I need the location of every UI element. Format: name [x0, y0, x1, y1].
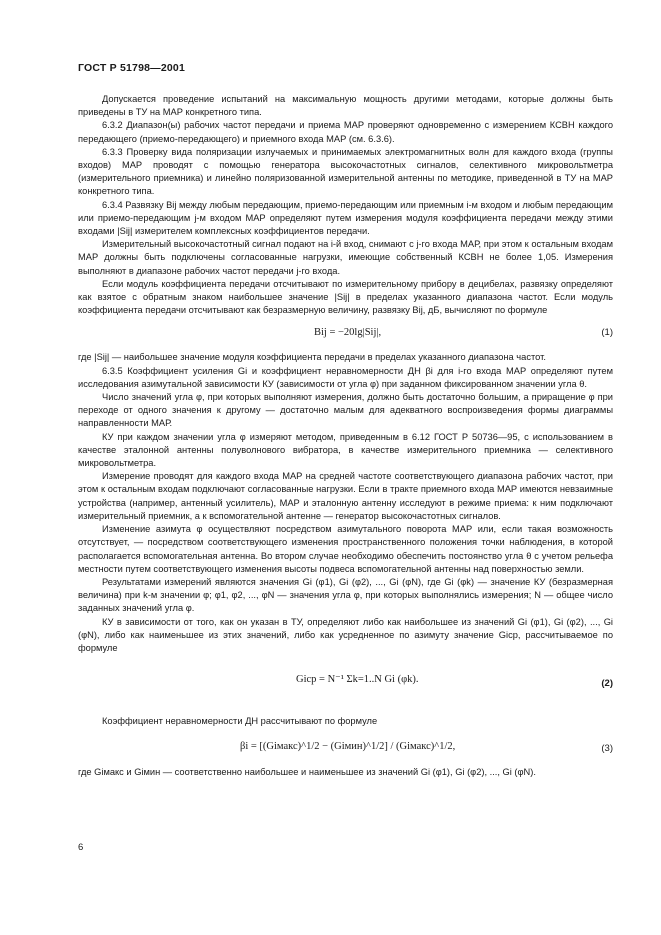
paragraph: Измерительный высокочастотный сигнал подают на i-й вход, снимают с j-го входа МАР, при этом к остальным входам МАР должны быть подключены согласованные нагрузки, имеющие собственный КСВН не более 1,05. Измерения выполняют в диапазоне рабочих частот передачи j-го входа. [78, 239, 613, 276]
formula-2 [78, 657, 613, 713]
paragraph: Число значений угла φ, при которых выполняют измерения, должно быть достаточно большим, а приращение φ при переходе от одного значения к другому — достаточно малым для адекватного воспроизведения формы диаграммы направленности МАР. [78, 392, 613, 429]
formula-2-number: (2) [601, 678, 613, 690]
paragraph: 6.3.4 Развязку Bij между любым передающим, приемо-передающим или приемным i-м входом и любым передающим или приемо-передающим j-м входом МАР определяют путем измерения модуля коэффициента передачи между этими входами |Sij| измерителем комплексных коэффициентов передачи. [78, 199, 613, 237]
page-number: 6 [78, 842, 84, 853]
paragraph: 6.3.2 Диапазон(ы) рабочих частот передачи и приема МАР проверяют одновременно с измерением КСВН каждого передающего (приемо-передающего) и приемного входа МАР (см. 6.3.6). [78, 120, 613, 144]
paragraph: Если модуль коэффициента передачи отсчитывают по измерительному прибору в децибелах, развязку определяют как взятое с обратным знаком наибольшее значение |Sij| в пределах указанного диапазона частот. Если модуль коэффициента передачи отсчитывают как безразмерную величину, развязку Bij, дБ, вычисляют по формуле [78, 278, 613, 316]
paragraph: где Giмакс и Giмин — соответственно наибольшее и наименьшее из значений Gi (φ1), Gi (φ2), ..., Gi (φN). [78, 767, 536, 778]
document-body [78, 93, 613, 780]
document-header: ГОСТ Р 51798—2001 [78, 62, 186, 74]
formula-3-expression: βi = [(Giмакс)^1/2 − (Giмин)^1/2] / (Giмакс)^1/2, [240, 741, 456, 753]
paragraph: КУ при каждом значении угла φ измеряют методом, приведенным в 6.12 ГОСТ Р 50736—95, с использованием в качестве эталонной антенны полуволнового вибратора, в качестве измерительного приемника — селективного микровольтметра. [78, 431, 613, 469]
paragraph: Изменение азимута φ осуществляют посредством азимутального поворота МАР или, если такая возможность отсутствует, — посредством соответствующего изменения пространственного положения точки наблюдения, в которой располагается вспомогательная антенна. Во втором случае необходимо обеспечить постоянство угла θ с учетом рельефа местности путем соответствующего изменения высоты подвеса вспомогательной антенны над поверхностью земли. [78, 524, 613, 574]
paragraph: 6.3.5 Коэффициент усиления Gi и коэффициент неравномерности ДН βi для i-го входа МАР определяют путем исследования азимутальной зависимости КУ (зависимости от угла φ) при заданном фиксированном значении угла θ. [78, 365, 613, 389]
formula-3-number: (3) [601, 743, 613, 755]
formula-1-expression: Bij = −20lg|Sij|, [314, 327, 382, 339]
paragraph: КУ в зависимости от того, как он указан в ТУ, определяют либо как наибольшее из значений Gi (φ1), Gi (φ2), ..., Gi (φN), либо как наименьшее из этих значений, либо как усредненное по азимуту значение Gicp, рассчитываемое по формуле [78, 616, 613, 653]
paragraph: 6.3.3 Проверку вида поляризации излучаемых и принимаемых электромагнитных волн для каждого входа (группы входов) МАР проводят с помощью генератора высокочастотных сигналов, селективного микровольтметра (измерительного приемника) и линейно поляризованной измерительной антенны по методике, приведенной в ТУ на МАР конкретного типа. [78, 146, 613, 197]
paragraph: Допускается проведение испытаний на максимальную мощность другими методами, которые должны быть приведены в ТУ на МАР конкретного типа. [78, 94, 613, 118]
paragraph: Коэффициент неравномерности ДН рассчитывают по формуле [102, 716, 378, 727]
formula-3 [78, 730, 613, 764]
formula-1 [78, 319, 613, 349]
formula-2-expression: Gicp = N⁻¹ Σk=1..N Gi (φk). [296, 674, 419, 686]
paragraph: Результатами измерений являются значения Gi (φ1), Gi (φ2), ..., Gi (φN), где Gi (φk) — значение КУ (безразмерная величина) при k-м значении φ; φ1, φ2, ..., φN — значения угла φ, при которых выполнялись измерения; N — общее число заданных значений угла φ. [78, 576, 613, 614]
paragraph: где |Sij| — наибольшее значение модуля коэффициента передачи в пределах указанного диапазона частот. [78, 352, 546, 363]
formula-1-number: (1) [601, 327, 613, 339]
paragraph: Измерение проводят для каждого входа МАР на средней частоте соответствующего диапазона рабочих частот, при этом к остальным входам подключают согласованные нагрузки. Если в тракте приемного входа МАР имеются невзаимные устройства (например, антенный усилитель), МАР и эталонную антенну исследуют в режиме приема: к ним подключают измерительный приемник, а к вспомогательной антенне — генератор высокочастотных сигналов. [78, 471, 613, 521]
